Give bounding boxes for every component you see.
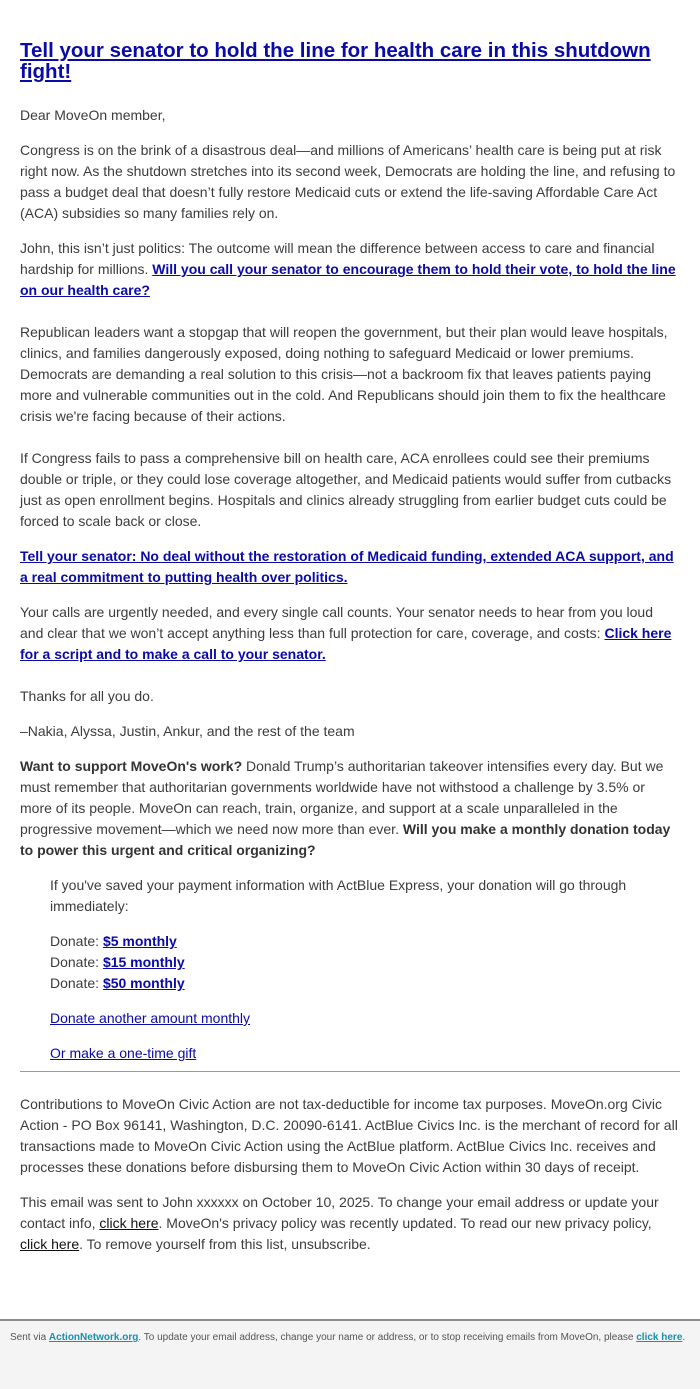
donate-other-line xyxy=(50,1008,670,1029)
paragraph-consequences: If Congress fails to pass a comprehensive bill on health care, ACA enrollees could see their premiums double or triple, or they could lose coverage altogether, and Medicaid patients would suffer from cutbacks just as open enrollment begins. Hospitals and clinics already struggling from earlier budget cuts could be forced to scale back or close. xyxy=(20,450,672,529)
footer-end: . xyxy=(682,1332,686,1343)
donate-15-monthly-link[interactable]: $15 monthly xyxy=(102,954,185,970)
support-paragraph xyxy=(20,756,680,861)
actionnetwork-link[interactable]: ActionNetwork.org xyxy=(48,1332,139,1343)
support-heading: Want to support MoveOn's work? xyxy=(20,758,243,774)
footer-prefix: Sent via xyxy=(10,1332,49,1343)
support-text: Donald Trump’s authoritarian takeover intensifies every day. But we must remember that authoritarian governments worldwide have not withstood a challenge by 3.5% or more of its people. MoveOn can reach, train, organize, and support at a scale unparalleled in the progressive movement—which we need now more than ever. xyxy=(20,758,664,837)
footer-click-here-link[interactable]: click here xyxy=(636,1332,683,1343)
privacy-policy-link[interactable]: click here xyxy=(20,1236,80,1252)
headline xyxy=(20,40,680,82)
email-note-text-1: This email was sent to John xxxxxx on October 10, 2025. To change your email address or update your contact info, xyxy=(20,1194,659,1231)
disclaimer: Contributions to MoveOn Civic Action are not tax-deductible for income tax purposes. MoveOn.org Civic Action - PO Box 96141, Washington, D.C. 20090-6141. ActBlue Civics Inc. is the merchant of record for all transactions made to MoveOn Civic Action using the ActBlue platform. ActBlue Civics Inc. receives and processes these donations before disbursing them to MoveOn Civic Action within 30 days of receipt. xyxy=(20,1096,678,1175)
donate-label: Donate: xyxy=(50,975,103,991)
paragraph-call-ask xyxy=(20,238,680,301)
donate-other-amount-link[interactable]: Donate another amount monthly xyxy=(50,1010,251,1026)
headline-link[interactable]: Tell your senator to hold the line for health care in this shutdown fight! xyxy=(20,39,651,83)
paragraph-calls-needed xyxy=(20,602,680,665)
donate-label: Donate: xyxy=(50,954,103,970)
donate-50-monthly-link[interactable]: $50 monthly xyxy=(102,975,185,991)
paragraph-intro: Congress is on the brink of a disastrous deal—and millions of Americans’ health care is being put at risk right now. As the shutdown stretches into its second week, Democrats are holding the line, and refusing to pass a budget deal that doesn’t fully restore Medicaid cuts or extend the life-saving Affordable Care Act (ACA) subsidies so many families rely on. xyxy=(20,142,676,221)
footer-text xyxy=(10,1331,690,1344)
cta-paragraph xyxy=(20,546,680,588)
donate-onetime-line xyxy=(50,1043,670,1064)
one-time-gift-link[interactable]: Or make a one-time gift xyxy=(50,1045,197,1061)
thanks-line: Thanks for all you do. xyxy=(20,688,154,704)
email-note-text-3: . To remove yourself from this list, unsubscribe. xyxy=(79,1236,371,1252)
donate-option xyxy=(50,952,670,973)
paragraph-republican-plan: Republican leaders want a stopgap that will reopen the government, but their plan would leave hospitals, clinics, and families dangerously exposed, doing nothing to safeguard Medicaid or lower premiums. Democrats are demanding a real solution to this crisis—not a backroom fix that leaves patients paying more and vulnerable communities out in the cold. And Republicans should join them to fix the healthcare crisis we're facing because of their actions. xyxy=(20,324,668,424)
email-note-text-2: . MoveOn's privacy policy was recently updated. To read our new privacy policy, xyxy=(158,1215,652,1231)
divider xyxy=(20,1071,680,1072)
greeting: Dear MoveOn member, xyxy=(20,107,166,123)
donate-label: Donate: xyxy=(50,933,103,949)
support-ask: Will you make a monthly donation today to power this urgent and critical organizing? xyxy=(20,821,671,858)
donate-option xyxy=(50,973,670,994)
call-senator-link[interactable]: Will you call your senator to encourage them to hold their vote, to hold the line on our health care? xyxy=(20,261,676,298)
email-note xyxy=(20,1192,680,1255)
footer-message: . To update your email address, change your name or address, or to stop receiving emails from MoveOn, please xyxy=(138,1332,637,1343)
paragraph-calls-needed-text: Your calls are urgently needed, and every single call counts. Your senator needs to hear from you loud and clear that we won’t accept anything less than full protection for care, coverage, and costs: xyxy=(20,604,653,641)
call-script-link[interactable]: Click here for a script and to make a call to your senator. xyxy=(20,625,672,662)
tell-senator-link[interactable]: Tell your senator: No deal without the restoration of Medicaid funding, extended ACA support, and a real commitment to putting health over politics. xyxy=(20,548,674,585)
update-contact-link[interactable]: click here xyxy=(99,1215,159,1231)
donate-option xyxy=(50,931,670,952)
footer-bar xyxy=(0,1319,700,1389)
donate-5-monthly-link[interactable]: $5 monthly xyxy=(102,933,177,949)
actblue-note: If you've saved your payment information with ActBlue Express, your donation will go through immediately: xyxy=(50,877,627,914)
paragraph-call-ask-text: John, this isn’t just politics: The outcome will mean the difference between access to care and financial hardship for millions. xyxy=(20,240,655,277)
signoff: –Nakia, Alyssa, Justin, Ankur, and the rest of the team xyxy=(20,723,355,739)
